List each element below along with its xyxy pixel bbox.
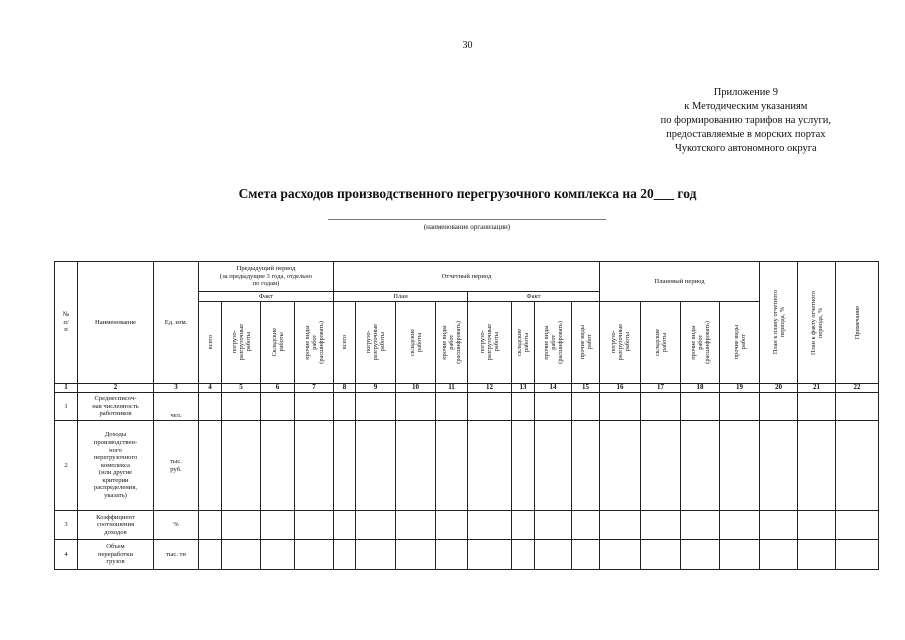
data-cell[interactable] xyxy=(798,421,836,511)
data-cell[interactable] xyxy=(334,540,356,570)
row-number: 3 xyxy=(55,511,78,540)
row-unit: чел. xyxy=(154,393,199,421)
header-report-fact: Факт xyxy=(468,292,600,302)
data-cell[interactable] xyxy=(295,421,334,511)
estimate-table xyxy=(54,261,879,570)
data-cell[interactable] xyxy=(512,393,535,421)
header-plan-to-plan: План к плану отчетного периода, % xyxy=(760,262,798,384)
data-cell[interactable] xyxy=(222,393,261,421)
subheader-cell: всего xyxy=(199,302,222,384)
data-cell[interactable] xyxy=(836,540,879,570)
data-cell[interactable] xyxy=(798,540,836,570)
header-name: Наименование xyxy=(78,262,154,384)
column-number: 8 xyxy=(334,384,356,393)
row-name: Среднесписоч- ная численность работников xyxy=(78,393,154,421)
data-cell[interactable] xyxy=(641,393,681,421)
data-cell[interactable] xyxy=(720,421,760,511)
column-number: 2 xyxy=(78,384,154,393)
header-unit: Ед. изм. xyxy=(154,262,199,384)
page-number: 30 xyxy=(462,40,473,51)
subheader-cell: погрузо- разгрузочные работы xyxy=(468,302,512,384)
column-number: 5 xyxy=(222,384,261,393)
data-cell[interactable] xyxy=(199,393,222,421)
data-cell[interactable] xyxy=(261,511,295,540)
subheader-cell: прочие виды работ (расшифровать) xyxy=(535,302,572,384)
data-cell[interactable] xyxy=(436,421,468,511)
data-cell[interactable] xyxy=(436,511,468,540)
data-cell[interactable] xyxy=(356,540,396,570)
subheader-cell: складские работы xyxy=(641,302,681,384)
data-cell[interactable] xyxy=(512,421,535,511)
data-cell[interactable] xyxy=(436,393,468,421)
data-cell[interactable] xyxy=(535,393,572,421)
subheader-cell: прочие виды работ xyxy=(572,302,600,384)
data-cell[interactable] xyxy=(760,511,798,540)
table-row xyxy=(55,421,879,511)
data-cell[interactable] xyxy=(641,511,681,540)
column-number: 18 xyxy=(681,384,720,393)
data-cell[interactable] xyxy=(261,540,295,570)
column-number: 17 xyxy=(641,384,681,393)
data-cell[interactable] xyxy=(600,421,641,511)
data-cell[interactable] xyxy=(720,511,760,540)
data-cell[interactable] xyxy=(396,421,436,511)
header-prev-fact: Факт xyxy=(199,292,334,302)
subheader-cell: прочие виды работ (расшифровать) xyxy=(436,302,468,384)
column-number: 21 xyxy=(798,384,836,393)
data-cell[interactable] xyxy=(836,421,879,511)
row-number: 2 xyxy=(55,421,78,511)
data-cell[interactable] xyxy=(396,393,436,421)
subheader-cell: прочие виды работ (расшифровать) xyxy=(681,302,720,384)
data-cell[interactable] xyxy=(334,393,356,421)
column-number: 14 xyxy=(535,384,572,393)
subheader-cell: прочие виды работ xyxy=(720,302,760,384)
header-previous-period: Предыдущий период (за предыдущие 3 года, отдельно по годам) xyxy=(199,262,334,292)
appendix-line: Чукотского автономного округа xyxy=(674,143,817,154)
column-number: 19 xyxy=(720,384,760,393)
data-cell[interactable] xyxy=(295,511,334,540)
header-reporting-period: Отчетный период xyxy=(334,262,600,292)
column-number: 6 xyxy=(261,384,295,393)
data-cell[interactable] xyxy=(295,393,334,421)
data-cell[interactable] xyxy=(720,393,760,421)
column-number: 13 xyxy=(512,384,535,393)
row-name: Коэффициент соотношения доходов xyxy=(78,511,154,540)
data-cell[interactable] xyxy=(222,511,261,540)
data-cell[interactable] xyxy=(222,540,261,570)
data-cell[interactable] xyxy=(760,393,798,421)
data-cell[interactable] xyxy=(261,393,295,421)
appendix-line: Приложение 9 xyxy=(713,87,778,98)
appendix-line: по формированию тарифов на услуги, xyxy=(660,115,831,126)
data-cell[interactable] xyxy=(261,421,295,511)
subheader-cell: погрузо- разгрузочные работы xyxy=(222,302,261,384)
subheader-cell: складские работы xyxy=(396,302,436,384)
data-cell[interactable] xyxy=(535,540,572,570)
data-cell[interactable] xyxy=(681,540,720,570)
row-name: Доходы производствен- ного перегрузочного комплекса (или другие критерии распределения, указать) xyxy=(78,421,154,511)
row-unit: % xyxy=(154,511,199,540)
data-cell[interactable] xyxy=(356,393,396,421)
appendix-block xyxy=(661,86,831,156)
data-cell[interactable] xyxy=(468,393,512,421)
data-cell[interactable] xyxy=(512,511,535,540)
data-cell[interactable] xyxy=(468,511,512,540)
header-number: № п/ п xyxy=(55,262,78,384)
data-cell[interactable] xyxy=(600,393,641,421)
data-cell[interactable] xyxy=(641,540,681,570)
column-number: 10 xyxy=(396,384,436,393)
data-cell[interactable] xyxy=(798,511,836,540)
data-cell[interactable] xyxy=(760,421,798,511)
data-cell[interactable] xyxy=(572,511,600,540)
data-cell[interactable] xyxy=(468,421,512,511)
column-number: 22 xyxy=(836,384,879,393)
table-row xyxy=(55,511,879,540)
data-cell[interactable] xyxy=(600,540,641,570)
data-cell[interactable] xyxy=(798,393,836,421)
row-number: 4 xyxy=(55,540,78,570)
data-cell[interactable] xyxy=(334,421,356,511)
data-cell[interactable] xyxy=(572,540,600,570)
data-cell[interactable] xyxy=(356,421,396,511)
table-row xyxy=(55,540,879,570)
data-cell[interactable] xyxy=(468,540,512,570)
column-number: 20 xyxy=(760,384,798,393)
column-number: 16 xyxy=(600,384,641,393)
data-cell[interactable] xyxy=(681,393,720,421)
header-planned-period: Плановый период xyxy=(600,262,760,302)
subheader-cell: погрузо- разгрузочные работы xyxy=(356,302,396,384)
data-cell[interactable] xyxy=(535,421,572,511)
data-cell[interactable] xyxy=(836,393,879,421)
column-number: 4 xyxy=(199,384,222,393)
appendix-line: к Методическим указаниям xyxy=(684,101,808,112)
data-cell[interactable] xyxy=(356,511,396,540)
subheader-cell: складские работы xyxy=(512,302,535,384)
appendix-line: предоставляемые в морских портах xyxy=(666,129,826,140)
data-cell[interactable] xyxy=(535,511,572,540)
data-cell[interactable] xyxy=(199,540,222,570)
column-number: 11 xyxy=(436,384,468,393)
column-number: 15 xyxy=(572,384,600,393)
column-number: 7 xyxy=(295,384,334,393)
row-unit: тыс. тн xyxy=(154,540,199,570)
header-report-plan: План xyxy=(334,292,468,302)
data-cell[interactable] xyxy=(572,421,600,511)
column-number: 1 xyxy=(55,384,78,393)
organization-name-line[interactable] xyxy=(328,219,606,220)
subheader-cell: всего xyxy=(334,302,356,384)
data-cell[interactable] xyxy=(295,540,334,570)
column-number: 3 xyxy=(154,384,199,393)
data-cell[interactable] xyxy=(720,540,760,570)
data-cell[interactable] xyxy=(396,540,436,570)
data-cell[interactable] xyxy=(572,393,600,421)
document-title: Смета расходов производственного перегрузочного комплекса на 20___ год xyxy=(238,186,697,201)
data-cell[interactable] xyxy=(199,511,222,540)
data-cell[interactable] xyxy=(836,511,879,540)
table-row xyxy=(55,393,879,421)
data-cell[interactable] xyxy=(681,421,720,511)
subheader-cell: погрузо- разгрузочные работы xyxy=(600,302,641,384)
organization-caption: (наименование организации) xyxy=(423,223,511,231)
data-cell[interactable] xyxy=(334,511,356,540)
header-notes: Примечание xyxy=(836,262,879,384)
data-cell[interactable] xyxy=(760,540,798,570)
row-number: 1 xyxy=(55,393,78,421)
row-unit: тыс. руб. xyxy=(154,421,199,511)
data-cell[interactable] xyxy=(641,421,681,511)
column-number-row xyxy=(55,384,879,393)
data-cell[interactable] xyxy=(199,421,222,511)
subheader-cell: прочие виды работ (расшифровать) xyxy=(295,302,334,384)
data-cell[interactable] xyxy=(512,540,535,570)
header-plan-to-fact: План к факту отчетного периода, % xyxy=(798,262,836,384)
subheader-cell: Складские работы xyxy=(261,302,295,384)
column-number: 12 xyxy=(468,384,512,393)
data-cell[interactable] xyxy=(222,421,261,511)
data-cell[interactable] xyxy=(600,511,641,540)
data-cell[interactable] xyxy=(396,511,436,540)
row-name: Объем переработки грузов xyxy=(78,540,154,570)
column-number: 9 xyxy=(356,384,396,393)
data-cell[interactable] xyxy=(681,511,720,540)
data-cell[interactable] xyxy=(436,540,468,570)
